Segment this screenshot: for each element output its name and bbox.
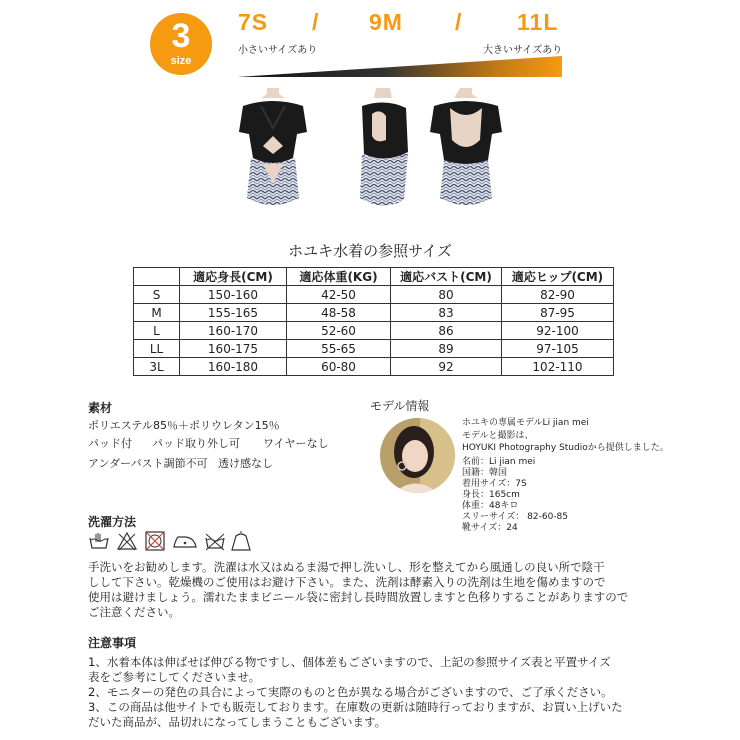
notes-text-line: 1、水着本体は伸ばせば伸びる物ですし、個体差もございますので、上記の参照サイズ表と平置サイズ (88, 655, 611, 669)
table-row (134, 322, 614, 340)
table-cell: 52-60 (287, 322, 391, 340)
table-cell: S (134, 286, 180, 304)
size-badge-word: size (170, 55, 192, 67)
size-badge (150, 13, 212, 75)
size-badge-number: 3 (171, 17, 191, 55)
size-scale-ramp (237, 56, 562, 77)
table-cell: 155-165 (180, 304, 287, 322)
table-cell: 55-65 (287, 340, 391, 358)
pad-info: パッド付 (88, 437, 132, 450)
no-bleach-icon (116, 530, 138, 552)
small-size-note: 小さいサイズあり (238, 45, 318, 56)
size-table (133, 267, 614, 376)
table-cell: 160-170 (180, 322, 287, 340)
table-cell: 42-50 (287, 286, 391, 304)
table-cell: LL (134, 340, 180, 358)
table-header-cell: 適応体重(KG) (287, 268, 391, 286)
notes-text-line: 2、モニターの発色の具合によって実際のものと色が異なる場合がございますので、ご了承ください。 (88, 685, 613, 699)
model-detail: スリーサイズ： 82-60-85 (462, 512, 568, 522)
table-cell: 83 (391, 304, 502, 322)
table-cell: 82-90 (502, 286, 614, 304)
washing-text-line: 使用は避けましょう。濡れたままビニール袋に密封し長時間放置しますと色移りすることがありますので (88, 590, 629, 604)
underbust-info: アンダーバスト調節不可 (88, 457, 208, 470)
table-cell: 160-180 (180, 358, 287, 376)
notes-heading: 注意事項 (88, 636, 137, 650)
table-row (134, 340, 614, 358)
table-cell: M (134, 304, 180, 322)
model-detail: 国籍：韓国 (462, 468, 508, 478)
table-header-cell: 適応バスト(CM) (391, 268, 502, 286)
table-cell: 87-95 (502, 304, 614, 322)
washing-text-line: ご注意ください。 (88, 605, 180, 619)
size-separator: / (312, 9, 319, 35)
table-cell: L (134, 322, 180, 340)
size-label-small: 7S (238, 9, 269, 35)
table-cell: 97-105 (502, 340, 614, 358)
table-row (134, 304, 614, 322)
hang-dry-icon (230, 530, 252, 552)
see-through-info: 透け感なし (218, 457, 273, 470)
table-cell: 80 (391, 286, 502, 304)
washing-text (88, 560, 648, 620)
hand-wash-icon (88, 530, 110, 552)
table-cell: 160-175 (180, 340, 287, 358)
table-cell: 60-80 (287, 358, 391, 376)
notes-text-line: だいた商品が、品切れになってしまうこともございます。 (88, 715, 387, 729)
model-intro-line: ホユキの専属モデルLi jian mei (462, 418, 589, 428)
model-detail: 名前：Li jian mei (462, 457, 536, 467)
model-detail: 身長：165cm (462, 490, 520, 500)
swimsuit-front-icon (233, 88, 313, 218)
material-composition: ポリエステル85％＋ポリウレタン15％ (88, 419, 280, 432)
swimsuit-back-icon (426, 88, 506, 218)
table-row (134, 286, 614, 304)
no-tumble-dry-icon (144, 530, 166, 552)
model-detail: 靴サイズ：24 (462, 523, 518, 533)
no-dry-clean-icon (204, 530, 226, 552)
table-cell: 92 (391, 358, 502, 376)
swimsuit-side-icon (346, 88, 426, 218)
table-cell: 102-110 (502, 358, 614, 376)
table-header-cell: 適応ヒップ(CM) (502, 268, 614, 286)
washing-text-line: 手洗いをお勧めします。洗濯は水又はぬるま湯で押し洗いし、形を整えてから風通しの良い所で陰干 (88, 560, 605, 574)
size-separator: / (455, 9, 462, 35)
table-row (134, 358, 614, 376)
model-info-heading: モデル情報 (370, 399, 430, 413)
model-photo (380, 418, 455, 493)
pad-removable-info: パッド取り外し可 (152, 437, 240, 450)
table-header-row (134, 268, 614, 286)
table-cell: 48-58 (287, 304, 391, 322)
notes-text-line: 3、この商品は他サイトでも販売しております。在庫数の更新は随時行っておりますが、お買い上げいた (88, 700, 623, 714)
model-intro-line: HOYUKI Photography Studioから提供しました。 (462, 443, 669, 453)
wire-info: ワイヤーなし (263, 437, 329, 450)
materials-heading: 素材 (88, 401, 113, 415)
table-cell: 89 (391, 340, 502, 358)
table-cell: 3L (134, 358, 180, 376)
size-label-large: 11L (517, 9, 559, 35)
iron-low-icon (172, 530, 198, 552)
table-header-cell (134, 268, 180, 286)
notes-text-line: 表をご参考にしてくださいませ。 (88, 670, 261, 684)
table-cell: 150-160 (180, 286, 287, 304)
notes-text (88, 655, 648, 730)
model-intro-line: モデルと撮影は、 (462, 431, 534, 441)
size-table-title: ホユキ水着の参照サイズ (288, 242, 452, 260)
table-header-cell: 適応身長(CM) (180, 268, 287, 286)
washing-heading: 洗濯方法 (88, 515, 137, 529)
washing-text-line: しして下さい。乾燥機のご使用はお避け下さい。また、洗剤は酵素入りの洗剤は生地を傷めますので (88, 575, 606, 589)
model-detail: 着用サイズ：7S (462, 479, 527, 489)
table-cell: 86 (391, 322, 502, 340)
large-size-note: 大きいサイズあり (483, 45, 563, 56)
model-detail: 体重：48キロ (462, 501, 519, 511)
table-cell: 92-100 (502, 322, 614, 340)
size-label-medium: 9M (369, 9, 403, 35)
